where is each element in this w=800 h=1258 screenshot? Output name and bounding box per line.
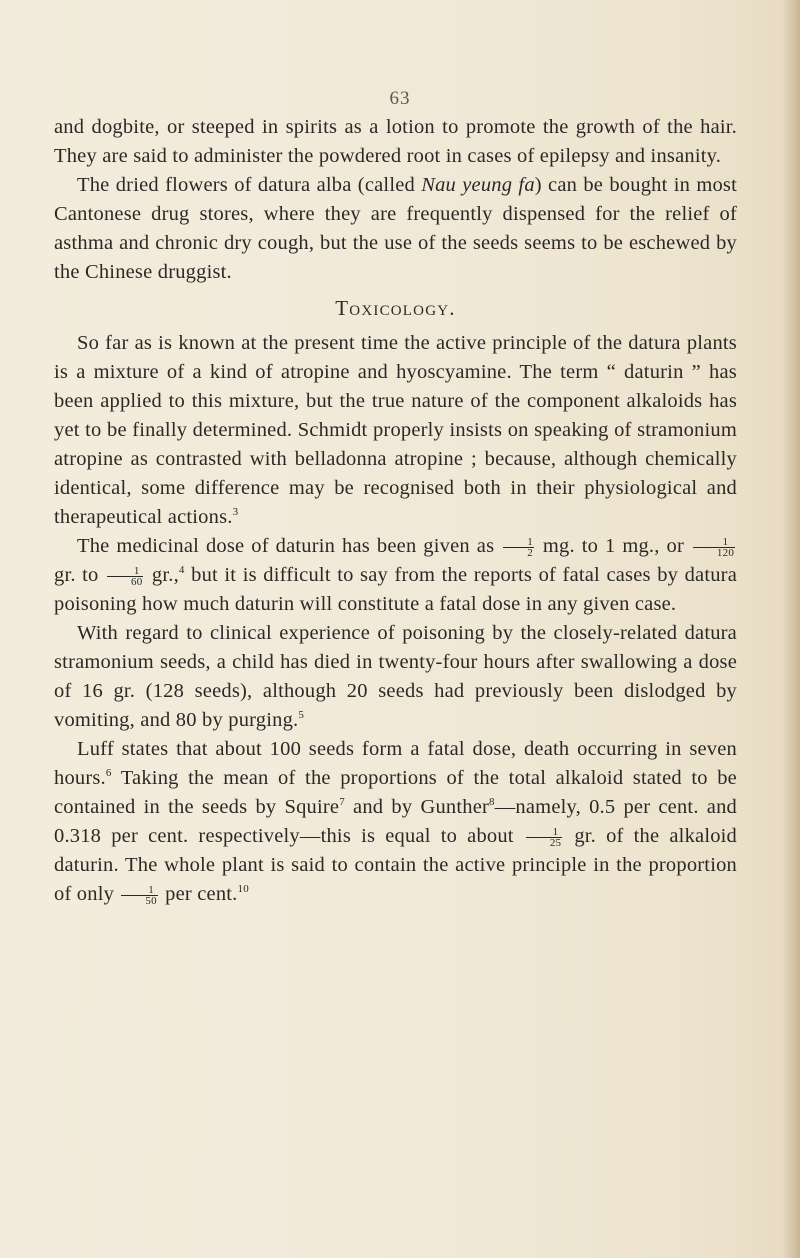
paragraph-4-text-d: gr.,: [151, 564, 179, 586]
fraction-numerator: 1: [121, 885, 157, 896]
footnote-ref-5: 5: [298, 709, 305, 721]
fraction-denominator: 25: [549, 837, 562, 849]
paragraph-5: [54, 619, 737, 735]
fraction-denominator: 120: [716, 547, 735, 559]
fraction-numerator: 1: [107, 566, 143, 577]
footnote-ref-7: 7: [339, 796, 345, 808]
paragraph-4-text-c: gr. to: [54, 564, 99, 586]
paragraph-3: [54, 329, 737, 532]
footnote-ref-3: 3: [232, 506, 239, 518]
section-heading: Toxicology.: [335, 296, 456, 320]
paragraph-4: [54, 532, 737, 619]
paragraph-4-text-b: mg. to 1 mg., or: [542, 535, 684, 557]
paragraph-2-text-a: The dried flowers of datura alba (called: [77, 174, 422, 196]
fraction-numerator: 1: [693, 537, 735, 548]
footnote-ref-4: 4: [178, 564, 185, 576]
chinese-name-italic: Nau yeung fa: [421, 174, 535, 196]
paragraph-6-text-e: gr. of the alkaloid daturin. The whole plant is said to contain the active principle in the proportion of only: [54, 825, 738, 905]
page-number: 63: [389, 88, 411, 109]
footnote-ref-8: 8: [489, 796, 495, 808]
paragraph-1: [54, 113, 737, 171]
fraction-numerator: 1: [526, 827, 562, 838]
paragraph-4-text-e: but it is difficult to say from the reports of fatal cases by datura poisoning how much daturin will constitute a fatal dose in any given case.: [54, 564, 738, 615]
paragraph-1-text: and dogbite, or steeped in spirits as a lotion to promote the growth of the hair. They are said to administer the powdered root in cases of epilepsy and insanity.: [54, 116, 737, 167]
footnote-ref-6: 6: [105, 767, 112, 779]
fraction-numerator: 1: [503, 537, 534, 548]
paragraph-6-text-b: Taking the mean of the proportions of the total alkaloid stated to be contained in the seeds by Squire: [54, 767, 737, 818]
fraction-1-120: [693, 537, 735, 558]
fraction-1-50: [121, 885, 157, 906]
fraction-denominator: 2: [527, 547, 533, 559]
fraction-half: [503, 537, 534, 558]
paragraph-6-text-a: Luff states that about 100 seeds form a fatal dose, death occurring in seven hours.: [54, 738, 737, 789]
paragraph-2-text-b: ) can be bought in most Cantonese drug stores, where they are frequently dispensed for the relief of asthma and chronic dry cough, but the use of the seeds seems to be eschewed by the Chinese druggist.: [54, 174, 737, 283]
paragraph-6-text-f: per cent.: [165, 883, 238, 905]
paragraph-4-text-a: The medicinal dose of daturin has been given as: [77, 535, 495, 557]
fraction-1-60: [107, 566, 143, 587]
paragraph-6-text-c: and by Gunther: [344, 796, 490, 818]
footnote-ref-10: 10: [237, 883, 249, 895]
paragraph-6-text-d: —namely, 0.5 per cent. and 0.318 per cent. respectively—this is equal to about: [54, 796, 737, 847]
paragraph-6: [54, 735, 737, 909]
fraction-1-25: [526, 827, 562, 848]
paragraph-2: [54, 171, 737, 287]
paragraph-3-text: So far as is known at the present time the active principle of the datura plants is a mixture of a kind of atropine and hyoscyamine. The term “ daturin ” has been applied to this mixture, but the true nature of the component alkaloids has yet to be finally determined. Schmidt properly insists on speaking of stramonium atropine as contrasted with belladonna atropine ; because, although chemically identical, some difference may be recognised both in their physiological and therapeutical actions.: [54, 332, 737, 528]
page-edge-shadow: [782, 0, 800, 1258]
paragraph-5-text: With regard to clinical experience of poisoning by the closely-related datura stramonium seeds, a child has died in twenty-four hours after swallowing a dose of 16 gr. (128 seeds), although 20 seeds had previously been dislodged by vomiting, and 80 by purging.: [54, 622, 737, 731]
fraction-denominator: 50: [145, 895, 157, 907]
body-text: [54, 113, 737, 909]
fraction-denominator: 60: [131, 576, 143, 588]
